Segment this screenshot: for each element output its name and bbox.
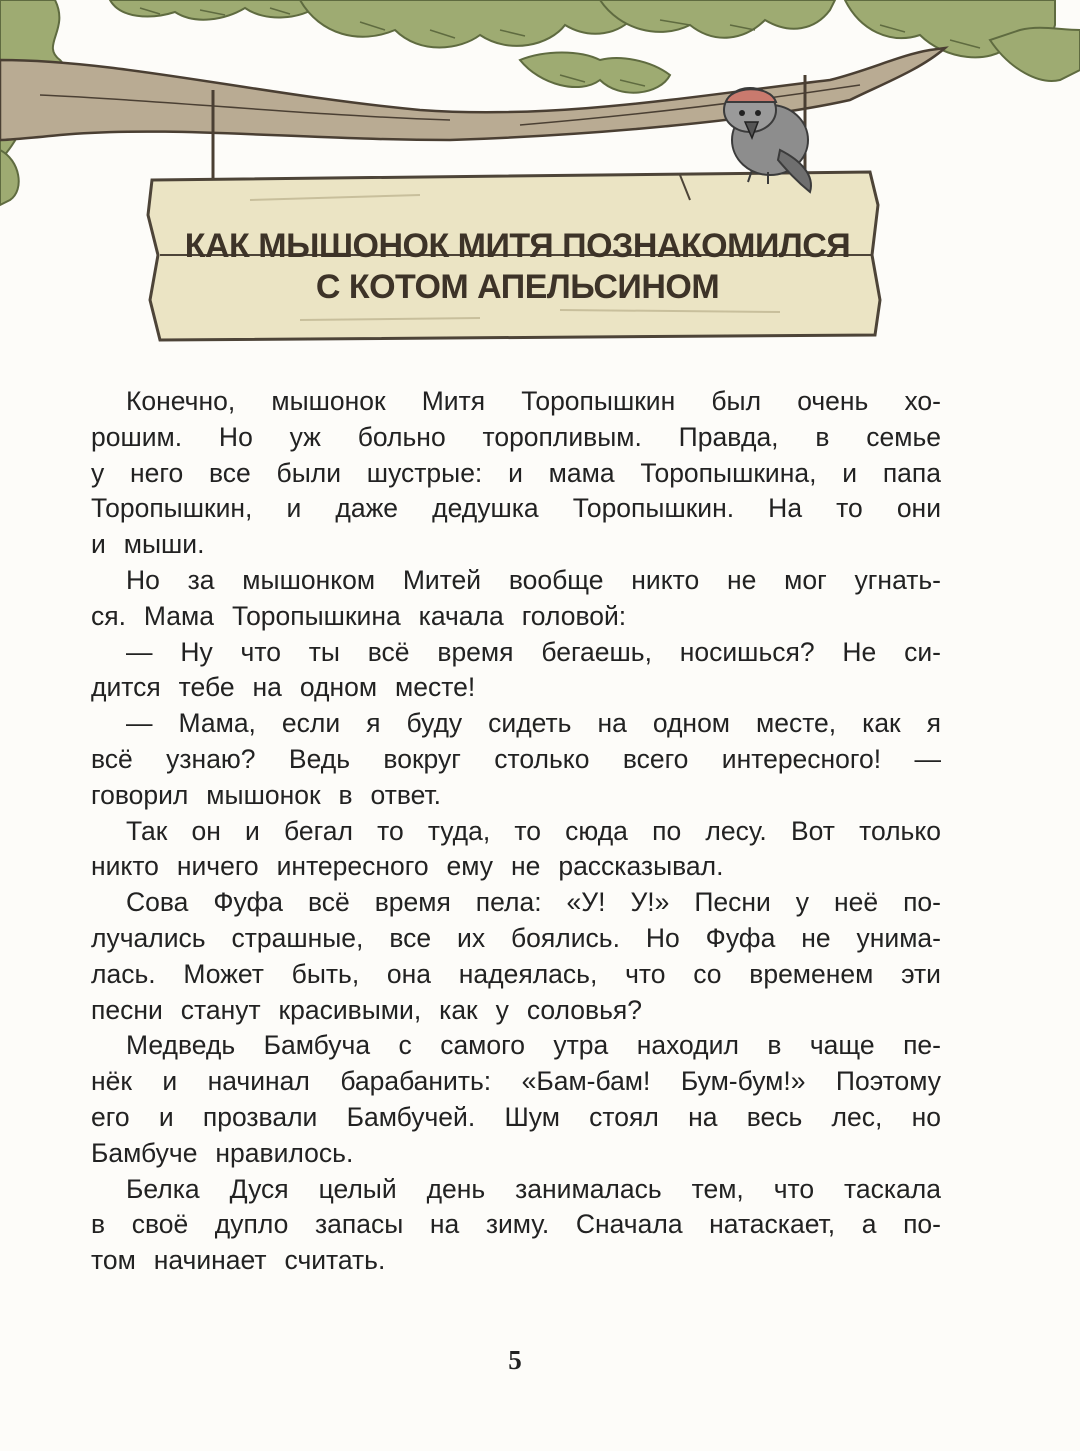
chapter-title-line-2: С КОТОМ АПЕЛЬСИНОМ [315,268,720,306]
text-line: нёк и начинал барабанить: «Бам-бам! Бум-бум!» Поэтому [91,1066,941,1097]
text-line: Торопышкин, и даже дедушка Торопышкин. На то они [91,493,941,524]
paragraph [91,885,941,1028]
text-line: Белка Дуся целый день занималась тем, что таскала [126,1173,941,1204]
text-line: рошим. Но уж больно торопливым. Правда, в семье [91,421,941,452]
text-line: Медведь Бамбуча с самого утра находил в чаще пе- [126,1030,941,1061]
paragraph [91,706,941,813]
text-line: том начинает считать. [91,1245,386,1276]
text-line: Сова Фуфа всё время пела: «У! У!» Песни у неё по- [126,887,941,918]
text-line: лучались страшные, все их боялись. Но Фуфа не унима- [91,922,941,953]
text-line: в своё дупло запасы на зиму. Сначала натаскает, а по- [91,1209,941,1240]
text-line: Бамбуче нравилось. [91,1137,354,1168]
text-line: ся. Мама Торопышкина качала головой: [91,600,627,631]
text-line: Но за мышонком Митей вообще никто не мог угнать- [126,564,941,595]
text-line: лась. Может быть, она надеялась, что со временем эти [91,958,941,989]
text-line: дится тебе на одном месте! [91,672,476,703]
text-line: никто ничего интересного ему не рассказывал. [91,851,724,882]
text-line: и мыши. [91,529,205,560]
top-foliage [110,0,1080,93]
text-line: Конечно, мышонок Митя Торопышкин был очень хо- [126,386,941,416]
paragraph [91,635,941,707]
paragraph [91,814,941,886]
paragraph [91,563,941,635]
text-line: его и прозвали Бамбучей. Шум стоял на весь лес, но [91,1101,941,1132]
paragraph [91,1028,941,1171]
text-line: всё узнаю? Ведь вокруг столько всего интересного! — [91,743,941,774]
paragraph [91,1172,941,1279]
text-line: — Ну что ты всё время бегаешь, носишься? Не си- [126,636,941,667]
text-line: песни станут красивыми, как у соловья? [91,994,643,1025]
text-line: у него все были шустрые: и мама Торопышкина, и папа [91,457,941,488]
page-number: 5 [508,1345,522,1375]
text-line: Так он и бегал то туда, то сюда по лесу. Вот только [126,815,941,846]
text-line: говорил мышонок в ответ. [91,779,442,810]
tree-sign-illustration [0,0,1080,360]
paragraph [91,384,941,563]
text-line: — Мама, если я буду сидеть на одном месте, как я [126,708,941,739]
story-text [91,384,941,1279]
chapter-title-line-1: КАК МЫШОНОК МИТЯ ПОЗНАКОМИЛСЯ [184,227,851,265]
